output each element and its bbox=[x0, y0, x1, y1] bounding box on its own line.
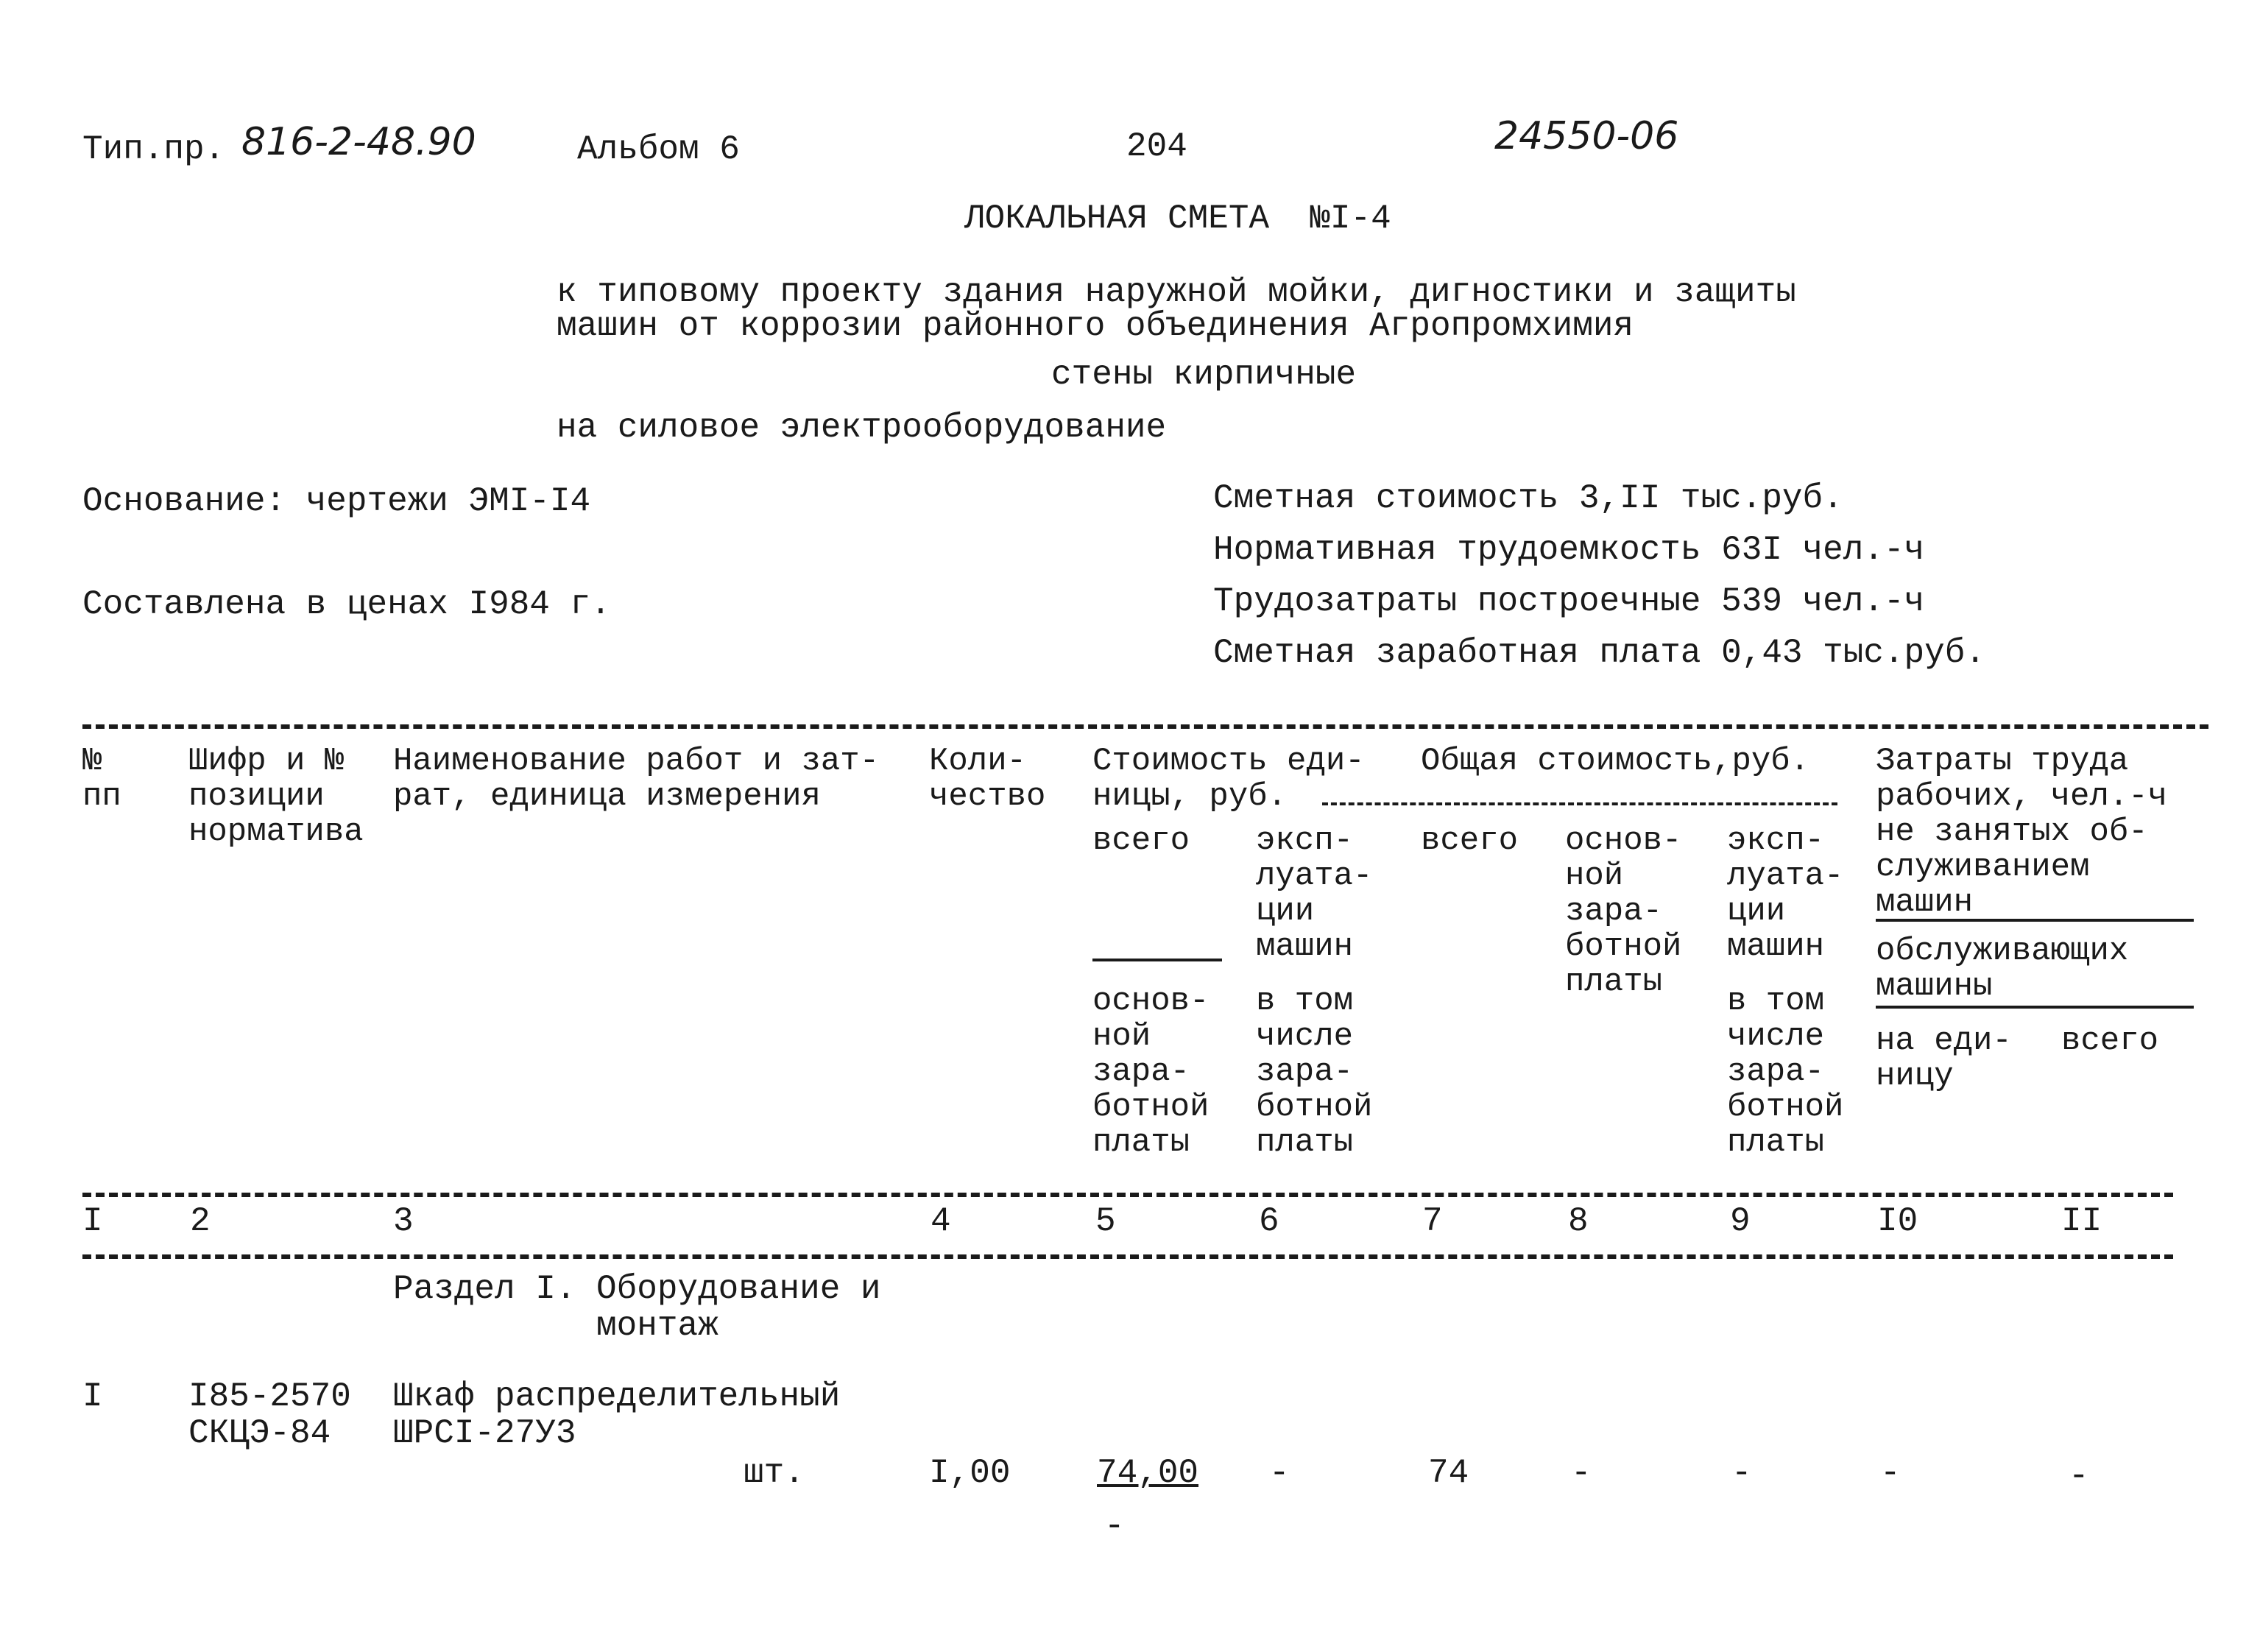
header-unit-machine: эксп- луата- ции машин bbox=[1256, 822, 1373, 965]
header-col-name: Наименование работ и зат- рат, единица измерения bbox=[393, 743, 880, 815]
document-title: ЛОКАЛЬНАЯ СМЕТА №I-4 bbox=[964, 200, 1391, 238]
row-1-total: 74 bbox=[1428, 1454, 1469, 1492]
row-1-unit: шт. bbox=[744, 1454, 805, 1492]
labor-site: Трудозатраты построечные 539 чел.-ч bbox=[1213, 582, 1925, 621]
prices-label: Составлена в ценах I984 г. bbox=[82, 585, 611, 624]
title-line-1: к типовому проекту здания наружной мойки, дигностики и защиты bbox=[557, 273, 1796, 311]
row-1-num: I bbox=[82, 1377, 103, 1416]
colnum-6: 6 bbox=[1259, 1202, 1279, 1240]
section-title: Раздел I. Оборудование и монтаж bbox=[393, 1270, 881, 1345]
colnum-bottom-rule bbox=[82, 1254, 2173, 1259]
header-total-wage: основ- ной зара- ботной платы bbox=[1565, 822, 1682, 1000]
title-line-2: машин от коррозии районного объединения Агропромхимия bbox=[557, 307, 1634, 345]
header-unit-cost: Стоимость еди- ницы, руб. bbox=[1092, 743, 1365, 815]
colnum-7: 7 bbox=[1422, 1202, 1443, 1240]
estimated-cost: Сметная стоимость 3,II тыс.руб. bbox=[1213, 479, 1843, 518]
row-1-unit-machine: - bbox=[1269, 1454, 1290, 1492]
header-total-cost: Общая стоимость,руб. bbox=[1421, 743, 1810, 780]
header-col-code: Шифр и № позиции норматива bbox=[188, 743, 364, 850]
header-total-machine: эксп- луата- ции машин bbox=[1727, 822, 1844, 965]
row-1-unit-total: 74,00 bbox=[1097, 1454, 1199, 1492]
colnum-3: 3 bbox=[393, 1202, 414, 1240]
colnum-9: 9 bbox=[1730, 1202, 1751, 1240]
row-1-labor-total: - bbox=[2069, 1457, 2089, 1495]
row-1-total-machine: - bbox=[1731, 1454, 1752, 1492]
header-col-num: № пп bbox=[82, 743, 121, 815]
colnum-2: 2 bbox=[190, 1202, 211, 1240]
header-unit-wage: основ- ной зара- ботной платы bbox=[1092, 983, 1210, 1161]
title-line-4: на силовое электрооборудование bbox=[557, 409, 1167, 447]
header-cost-subrule bbox=[1322, 802, 1837, 805]
row-1-labor-unit: - bbox=[1880, 1454, 1901, 1492]
labor-divider-2 bbox=[1876, 1006, 2194, 1009]
project-prefix: Тип.пр. bbox=[82, 130, 225, 169]
header-unit-machine-wage: в том числе зара- ботной платы bbox=[1256, 983, 1373, 1161]
row-1-unit-wage: - bbox=[1104, 1507, 1125, 1545]
page-number: 204 bbox=[1126, 127, 1187, 166]
colnum-top-rule bbox=[82, 1193, 2173, 1197]
row-1-qty: I,00 bbox=[929, 1454, 1011, 1492]
header-total-all: всего bbox=[1421, 822, 1519, 859]
header-labor-machine: обслуживающих машины bbox=[1876, 933, 2129, 1005]
labor-norm: Нормативная трудоемкость 63I чел.-ч bbox=[1213, 531, 1925, 569]
estimated-wages: Сметная заработная плата 0,43 тыс.руб. bbox=[1213, 634, 1985, 672]
colnum-10: I0 bbox=[1877, 1202, 1918, 1240]
header-col-qty: Коли- чество bbox=[929, 743, 1046, 815]
labor-divider-1 bbox=[1876, 919, 2194, 922]
colnum-8: 8 bbox=[1568, 1202, 1589, 1240]
album-label: Альбом 6 bbox=[577, 130, 740, 169]
header-labor-total: всего bbox=[2061, 1023, 2159, 1059]
title-line-3: стены кирпичные bbox=[1051, 356, 1357, 394]
row-1-code: I85-2570 СКЦЭ-84 bbox=[188, 1377, 351, 1452]
colnum-4: 4 bbox=[931, 1202, 951, 1240]
row-1-total-wage: - bbox=[1571, 1454, 1592, 1492]
table-top-rule bbox=[82, 724, 2208, 729]
unit-total-divider bbox=[1092, 959, 1222, 961]
colnum-1: I bbox=[82, 1202, 103, 1240]
header-total-machine-wage: в том числе зара- ботной платы bbox=[1727, 983, 1844, 1161]
colnum-5: 5 bbox=[1095, 1202, 1116, 1240]
project-code: 816-2-48.90 bbox=[241, 120, 476, 164]
row-1-name: Шкаф распределительный ШРСI-27У3 bbox=[393, 1377, 841, 1452]
colnum-11: II bbox=[2061, 1202, 2102, 1240]
header-unit-total: всего bbox=[1092, 822, 1190, 859]
basis-label: Основание: чертежи ЭМI-I4 bbox=[82, 482, 591, 520]
doc-code: 24550-06 bbox=[1494, 114, 1679, 158]
header-labor-unit: на еди- ницу bbox=[1876, 1023, 2012, 1095]
header-labor: Затраты труда рабочих, чел.-ч не занятых об- служиванием машин bbox=[1876, 743, 2168, 921]
